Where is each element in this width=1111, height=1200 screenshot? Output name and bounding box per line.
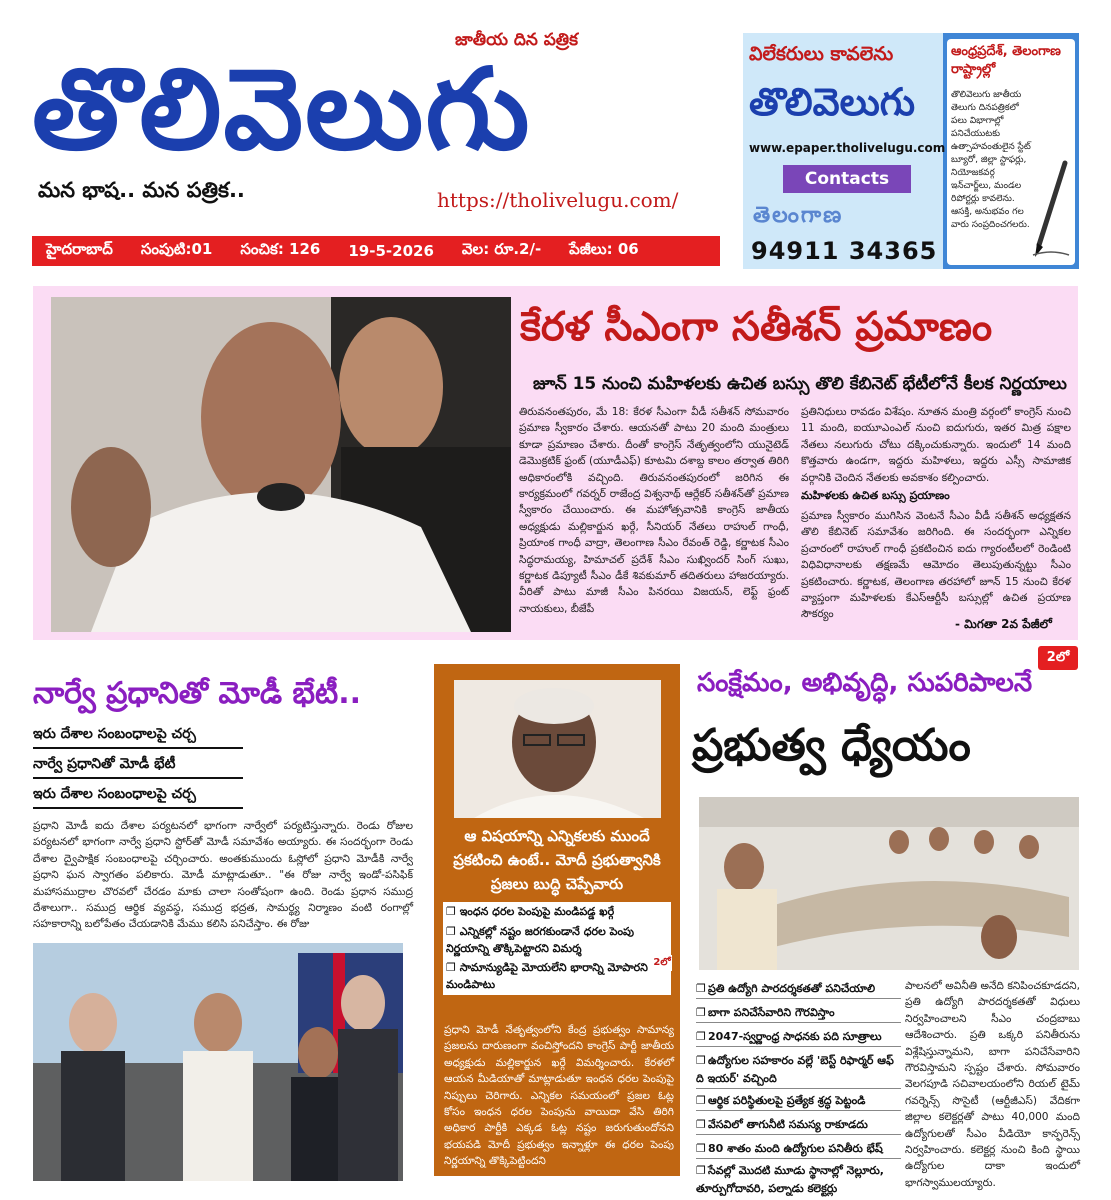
ad-phone-number[interactable]: 94911 34365 (751, 237, 938, 265)
bullet-icon: ❐ (696, 1030, 706, 1043)
edition-date: 19-5-2026 (348, 242, 434, 260)
edition-pages: పేజీలు: 06 (569, 240, 639, 258)
ap-bullet-text: సేవల్లో మొదటి మూడు స్థానాల్లో నెల్లూరు, తూర్పుగోదావరి, పల్నాడు కలెక్టర్లు (696, 1164, 884, 1195)
bullet-icon: ❐ (696, 1164, 706, 1177)
norway-story-body: ప్రధాని మోడీ ఐదు దేశాల పర్యటనలో భాగంగా నార్వేలో పర్యటిస్తున్నారు. రెండు రోజుల పర్యటనలో భాగంగా నార్వే ప్రధాని స్టోర్‌తో మోడీ సమావేశం అయ్యారు. ఈ సందర్భంగా రెండు దేశాల ద్వైపాక్షిక సంబంధాలపై చర్చించారు. అంతకుముందు ఓస్లోలో ప్రధాని మోడీకి నార్వే ప్రధాని ఘన స్వాగతం పలికారు. మోడీ మాట్లాడుతూ.. "ఈ రోజు నార్వే ఇండో-పసిఫిక్ మహాసముద్రాల చొరవలో చేరడం మాకు చాలా సంతోషంగా ఉంది. రెండు ప్రధాన సముద్ర దేశాలుగా.. సముద్ర ఆర్థిక వ్యవస్థ, సముద్ర భద్రత, సామర్థ్య నిర్మాణం వంటి రంగాల్లో సహకారాన్ని బలోపేతం చేయడానికి మేము కలిసి పనిచేస్తాం. ఈ రోజు (33, 820, 413, 931)
bullet-icon: ❐ (696, 1094, 706, 1107)
bullet-icon: ❐ (696, 1118, 706, 1131)
masthead-tagline: మన భాష.. మన పత్రిక.. (38, 178, 245, 202)
norway-story-point: ఇరు దేశాల సంబంధాలపై చర్చ (33, 786, 243, 809)
ap-bullet-text: ఉద్యోగుల సహకారం వల్లే 'బెస్ట్ రిఫార్మర్ ఆఫ్ ది ఇయర్' వచ్చింది (696, 1054, 894, 1085)
ad-epaper-link[interactable]: www.epaper.tholivelugu.com (749, 141, 946, 155)
masthead-logo: తొలివెలుగు (32, 45, 532, 175)
ap-bullet-text: బాగా పనిచేసేవారిని గౌరవిస్తాం (708, 1006, 835, 1019)
edition-issue: సంచిక: 126 (240, 240, 321, 258)
leaders-handshake-image (33, 943, 403, 1181)
kharge-story-bullet (443, 958, 671, 995)
edition-volume: సంపుటి:01 (140, 240, 213, 258)
norway-story-point: నార్వే ప్రధానితో మోడీ భేటీ (33, 756, 243, 779)
ad-right-panel (947, 39, 1075, 265)
kharge-page-badge[interactable]: 2లో (652, 955, 672, 971)
ap-bullet-text: 80 శాతం మంది ఉద్యోగుల పనితీరు భేష్ (708, 1142, 883, 1155)
kharge-portrait-image (454, 680, 661, 818)
kharge-bullet-text: సామాన్యుడిపై మోయలేని భారాన్ని మోపారని మండిపాటు (446, 961, 648, 991)
kharge-portrait (454, 680, 661, 818)
kharge-story-body: ప్రధాని మోడీ నేతృత్వంలోని కేంద్ర ప్రభుత్వం సామాన్య ప్రజలను దారుణంగా వంచిస్తోందని కాంగ్రెస్ పార్టీ జాతీయ అధ్యక్షుడు మల్లికార్జున ఖర్గే విమర్శించారు. కేరళలో ఆయన మీడియాతో మాట్లాడుతూ ఇంధన ధరల పెంపుపై నిప్పులు చెరిగారు. ఎన్నికల సమయంలో ప్రజల ఓట్ల కోసం ఇంధన ధరల పెంపును వాయిదా వేసి తిరిగి అధికార పార్టీకి ఎక్కడ ఓట్ల నష్టం జరుగుతుందోనని భయపడి మోదీ ప్రభుత్వం ఇన్నాళ్లూ ఈ ధరల పెంపు నిర్ణయాన్ని తొక్కిపెట్టిందని (444, 1024, 674, 1168)
bullet-icon: ❐ (446, 925, 460, 938)
ap-story-bullet (696, 1140, 901, 1159)
kharge-bullet-text: ఎన్నికల్లో నష్టం జరగకుండానే ధరల పెంపు నిర్ణయాన్ని తొక్కిపెట్టారని విమర్శ (446, 925, 635, 955)
kharge-story-bullet (443, 902, 671, 922)
norway-story-photo (33, 943, 403, 1181)
bullet-icon: ❐ (446, 961, 460, 974)
kharge-story-headline: ఆ విషయాన్ని ఎన్నికలకు ముందే ప్రకటించి ఉంటే.. మోదీ ప్రభుత్వానికి ప్రజలు బుద్ధి చెప్పేవారు (453, 827, 661, 893)
edition-city: హైదరాబాద్ (46, 240, 113, 258)
bullet-icon: ❐ (696, 982, 706, 995)
kharge-bullet-text: ఇంధన ధరల పెంపుపై మండిపడ్డ ఖర్గే (459, 905, 615, 918)
lead-story-subhead: మహిళలకు ఉచిత బస్సు ప్రయాణం (801, 489, 950, 503)
cm-meeting-image (699, 797, 1079, 970)
ap-bullet-text: ఆర్థిక పరిస్థితులపై ప్రత్యేక శ్రద్ధ పెట్టండి (708, 1094, 866, 1107)
ap-story-photo (699, 797, 1079, 970)
ad-body-text: తొలివెలుగు జాతీయ తెలుగు దినపత్రికలో పలు విభాగాల్లో పనిచేయుటకు ఉత్సాహవంతులైన స్టేట్ బ్యూరో, జిల్లా స్టాఫర్లు, నియోజకవర్గ ఇన్‌చార్జ్‌లు, మండల రిపోర్టర్లు కావలెను. ఆసక్తి, అనుభవం గల వారు సంప్రదించగలరు. (951, 90, 1031, 230)
edition-price: వెల: రూ.2/- (461, 240, 542, 258)
lead-story-column-2-text: ప్రతినిధులు రావడం విశేషం. నూతన మంత్రి వర్గంలో కాంగ్రెస్ నుంచి 11 మంది, ఐయూఎంఎల్ నుంచి ఐదుగురు, ఇతర మిత్ర పక్షాల నేతలు నలుగురు చోటు దక్కించుకున్నారు. ఇందులో 14 మంది కొత్తవారు ఉండగా, ఇద్దరు మహిళలు, ఇద్దరు ఎస్సీ సామాజిక వర్గానికి చెందిన నేతలకు అవకాశం కల్పించారు. (801, 406, 1071, 484)
bullet-icon: ❐ (696, 1054, 706, 1067)
kharge-story-bullet (443, 922, 671, 959)
ap-story-bullet (696, 1116, 901, 1135)
lead-story-column-1: తిరువనంతపురం, మే 18: కేరళ సీఎంగా వీడీ సతీశన్ సోమవారం ప్రమాణ స్వీకారం చేశారు. ఆయనతో పాటు 20 మంది మంత్రులు కూడా ప్రమాణం చేశారు. దీంతో కాంగ్రెస్ నేతృత్వంలోని యునైటెడ్ డెమొక్రటిక్ ఫ్రంట్ (యూడీఎఫ్) కూటమి దశాబ్ద కాలం తర్వాత తిరిగి అధికారంలోకి వచ్చింది. తిరువనంతపురంలో జరిగిన ఈ కార్యక్రమంలో గవర్నర్ రాజేంద్ర విశ్వనాథ్ ఆర్లేకర్ సతీశన్‌తో ప్రమాణ స్వీకారం చేయించారు. ఈ మహోత్సవానికి కాంగ్రెస్ జాతీయ అధ్యక్షుడు మల్లికార్జున ఖర్గే, సీనియర్ నేతలు రాహుల్ గాంధీ, ప్రియాంక గాంధీ వాద్రా, తెలంగాణ సీఎం రేవంత్ రెడ్డి, కర్ణాటక సీఎం సిద్ధరామయ్య, హిమాచల్ ప్రదేశ్ సీఎం సుఖ్విందర్ సింగ్ సుఖు, కర్ణాటక డిప్యూటీ సీఎం డీకే శివకుమార్ తదితరులు హాజరయ్యారు. వీరితో పాటు మాజీ సీఎం పినరయి విజయన్, లెఫ్ట్ ఫ్రంట్ నాయకులు, బీజేపీ (519, 406, 789, 615)
ad-left-panel (743, 33, 946, 269)
ap-story-bullet (696, 980, 901, 999)
pen-icon (1031, 159, 1071, 259)
norway-story-headline: నార్వే ప్రధానితో మోడీ భేటీ.. (33, 676, 361, 711)
ad-logo: తొలివెలుగు (749, 80, 916, 124)
ad-headline: విలేకరులు కావలెను (749, 43, 894, 65)
ap-story-bullet (696, 1028, 901, 1047)
lead-story-column-2-more: ప్రమాణ స్వీకారం ముగిసిన వెంటనే సీఎం వీడీ సతీశన్ అధ్యక్షతన తొలి కేబినెట్ సమావేశం జరిగింది. ఈ సందర్భంగా ఎన్నికల ప్రచారంలో రాహుల్ గాంధీ ప్రకటించిన ఐదు గ్యారంటీలలో రెండింటి విధివిధానాలకు తక్షణమే ఆమోదం తెలుపుతున్నట్టు సీఎం ప్రకటించారు. కర్ణాటక, తెలంగాణ తరహాలో జూన్ 15 నుంచి కేరళ వ్యాప్తంగా మహిళలకు కేఎస్ఆర్టీసీ బస్సుల్లో ఉచిత ప్రయాణ సౌకర్యం (801, 510, 1071, 621)
ad-contacts-button[interactable]: Contacts (783, 165, 911, 193)
lead-story-continued-link[interactable]: - మిగతా 2వ పేజీలో (955, 617, 1052, 631)
lead-story-subheadline: జూన్ 15 నుంచి మహిళలకు ఉచిత బస్సు తొలి కేబినెట్ భేటీలోనే కీలక నిర్ణయాలు (533, 374, 1067, 394)
lead-story-column-2 (801, 404, 1071, 623)
ap-story-body: పాలనలో అవినీతి అనేది కనిపించకూడదని, ప్రతి ఉద్యోగి పారదర్శకతతో విధులు నిర్వహించాలని సీఎం చంద్రబాబు ఆదేశించారు. ప్రతి ఒక్కరి పనితీరును విశ్లేషిస్తున్నామని, బాగా పనిచేసేవారిని గౌరవిస్తామని స్పష్టం చేశారు. సోమవారం వెలగపూడి సచివాలయంలోని రియల్ టైమ్ గవర్నెన్స్ సొసైటీ (ఆర్టీజీఎస్) వేదికగా జిల్లాల కలెక్టర్లతో పాటు 40,000 మంది ఉద్యోగులతో సీఎం వీడియో కాన్ఫరెన్స్ నిర్వహించారు. కలెక్టర్ల నుంచి కింది స్థాయి ఉద్యోగుల దాకా ఇందులో భాగస్వాములయ్యారు. (905, 980, 1080, 1189)
lead-story-headline: కేరళ సీఎంగా సతీశన్ ప్రమాణం (520, 304, 993, 350)
ap-story-bullet (696, 1004, 901, 1023)
ap-story-bullet (696, 1092, 901, 1111)
ad-state-watermark: తెలంగాణ (753, 203, 844, 228)
bullet-icon: ❐ (696, 1142, 706, 1155)
bullet-icon: ❐ (696, 1006, 706, 1019)
ap-bullet-text: ప్రతి ఉద్యోగి పారదర్శకతతో పనిచేయాలి (708, 982, 876, 995)
ap-story-kicker: సంక్షేమం, అభివృద్ధి, సుపరిపాలనే (697, 668, 1033, 698)
masthead-tagline-top: జాతీయ దిన పత్రిక (455, 30, 578, 50)
ap-bullet-text: 2047-స్వర్ణాంధ్ర సాధనకు పది సూత్రాలు (708, 1030, 882, 1043)
norway-story-point: ఇరు దేశాల సంబంధాలపై చర్చ (33, 726, 243, 749)
oath-ceremony-image (51, 297, 511, 632)
edition-info-bar (32, 236, 720, 266)
bullet-icon: ❐ (446, 905, 460, 918)
ap-story-bullet (696, 1162, 901, 1198)
ap-story-bullet (696, 1052, 901, 1089)
ap-page-badge[interactable]: 2లో (1038, 646, 1078, 670)
recruitment-ad[interactable] (743, 33, 1079, 269)
lead-story-photo (51, 297, 511, 632)
site-url-link[interactable]: https://tholivelugu.com/ (437, 188, 679, 212)
ad-region: ఆంధ్రప్రదేశ్, తెలంగాణ రాష్ట్రాల్లో (951, 44, 1061, 77)
ap-story-headline: ప్రభుత్వ ధ్యేయం (692, 720, 971, 771)
ap-bullet-text: వేసవిలో తాగునీటి సమస్య రాకూడదు (708, 1118, 868, 1131)
